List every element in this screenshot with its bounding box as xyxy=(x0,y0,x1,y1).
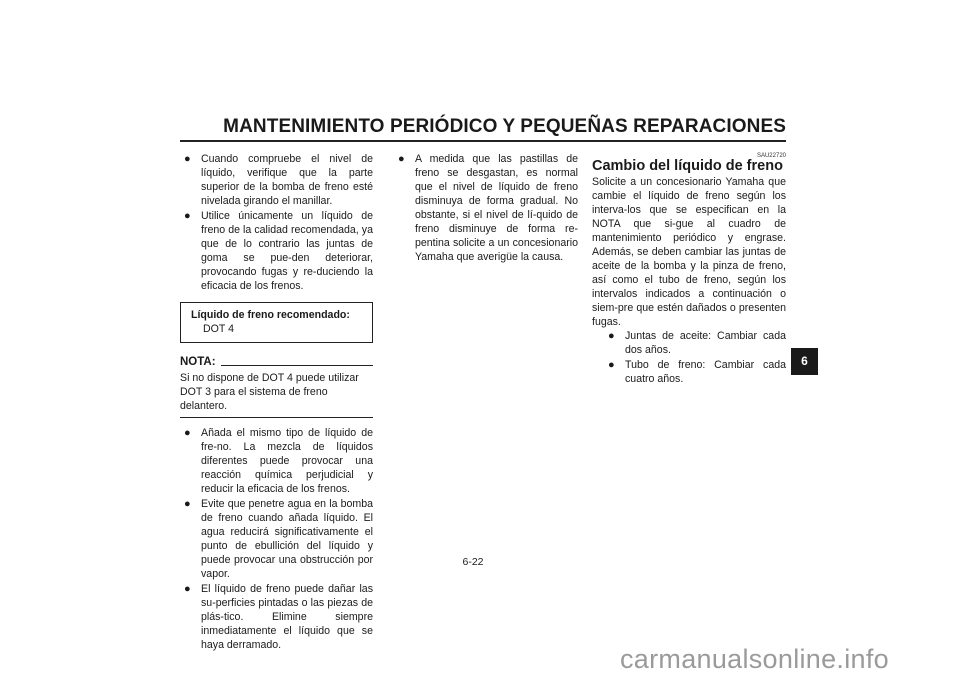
bullet-icon: ● xyxy=(184,153,191,165)
column-left xyxy=(180,152,373,653)
spec-title: Líquido de freno recomendado: xyxy=(191,309,350,321)
note-text: Si no dispone de DOT 4 puede utilizar DOT 3 para el sistema de freno delantero. xyxy=(180,372,359,412)
bullet-icon: ● xyxy=(608,359,615,371)
bullet-icon: ● xyxy=(398,153,405,165)
list-item: ● Juntas de aceite: Cambiar cada dos años. xyxy=(608,330,786,356)
note-label: NOTA: xyxy=(180,356,216,368)
note-heading xyxy=(180,355,373,369)
list-item: ● A medida que las pastillas de freno se desgastan, es normal que el nivel de líquido de freno disminuya de forma gradual. No obstante, si el nivel de lí-quido de freno disminuye de forma re-pentina solicite a un concesionario Yamaha que averigüe la causa. xyxy=(398,153,578,263)
bullet-list-bottom xyxy=(180,426,373,652)
watermark: carmanualsonline.info xyxy=(620,644,889,674)
bullet-icon: ● xyxy=(184,210,191,222)
list-item: ● El líquido de freno puede dañar las su-perficies pintadas o las piezas de plás-tico. Elimine siempre inmediatamente el líquido que se haya derramado. xyxy=(184,583,373,651)
column-middle xyxy=(394,152,578,265)
title-rule xyxy=(180,140,786,142)
list-item: ● Tubo de freno: Cambiar cada cuatro años. xyxy=(608,359,786,385)
chapter-tab: 6 xyxy=(791,348,818,375)
spec-box xyxy=(180,302,373,343)
bullet-list xyxy=(394,152,578,264)
note-closing-rule xyxy=(180,417,373,418)
section-paragraph: Solicite a un concesionario Yamaha que cambie el líquido de freno según los interva-los que se especifican en la NOTA que si-gue al cuadro de mantenimiento periódico y engrase. Además, se deben cambiar las juntas de aceite de la bomba y la pinza de freno, así como el tubo de freno, según los intervalos indicados a continuación o siem-pre que estén dañados o presenten fugas. xyxy=(592,176,786,328)
list-item: ● Cuando compruebe el nivel de líquido, verifique que la parte superior de la bomba de freno esté nivelada girando el manillar. xyxy=(184,153,373,207)
page-number: 6-22 xyxy=(462,556,484,568)
bullet-list xyxy=(604,329,786,386)
bullet-icon: ● xyxy=(608,330,615,342)
page-title: MANTENIMIENTO PERIÓDICO Y PEQUEÑAS REPARACIONES xyxy=(223,116,786,137)
bullet-icon: ● xyxy=(184,583,191,595)
list-item: ● Evite que penetre agua en la bomba de freno cuando añada líquido. El agua reducirá significativamente el punto de ebullición del líquido y puede provocar una obstrucción por vapor. xyxy=(184,498,373,580)
bullet-icon: ● xyxy=(184,427,191,439)
section-code: SAU22720 xyxy=(756,153,786,159)
column-right xyxy=(592,152,786,387)
section-title: Cambio del líquido de freno xyxy=(592,158,783,174)
list-item: ● Utilice únicamente un líquido de freno de la calidad recomendada, ya que de lo contrario las juntas de goma se pue-den deteriorar, provocando fugas y re-duciendo la eficacia de los frenos. xyxy=(184,210,373,292)
list-item: ● Añada el mismo tipo de líquido de fre-no. La mezcla de líquidos diferentes puede provocar una reacción química perjudicial y reducir la eficacia de los frenos. xyxy=(184,427,373,495)
bullet-list-top xyxy=(180,152,373,293)
bullet-icon: ● xyxy=(184,498,191,510)
note-rule xyxy=(221,365,373,366)
spec-value: DOT 4 xyxy=(203,323,235,335)
